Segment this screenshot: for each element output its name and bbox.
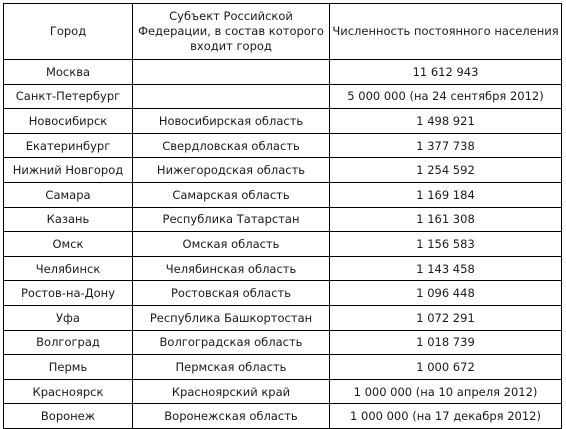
table-row — [4, 379, 562, 404]
population-cell: 1 000 672 — [330, 355, 562, 380]
table-row — [4, 330, 562, 355]
table-row — [4, 404, 562, 429]
header-region: Субъект Российской Федерации, в состав которого входит город — [133, 4, 330, 60]
region-cell: Красноярский край — [133, 379, 330, 404]
population-cell: 1 000 000 (на 10 апреля 2012) — [330, 379, 562, 404]
population-cell: 1 377 738 — [330, 133, 562, 158]
table-body — [4, 60, 562, 429]
city-cell: Санкт-Петербург — [4, 84, 133, 109]
region-cell: Республика Башкортостан — [133, 305, 330, 330]
population-cell: 1 096 448 — [330, 281, 562, 306]
region-cell: Самарская область — [133, 182, 330, 207]
region-cell: Воронежская область — [133, 404, 330, 429]
city-cell: Уфа — [4, 305, 133, 330]
city-cell: Новосибирск — [4, 109, 133, 134]
table-row — [4, 133, 562, 158]
table-row — [4, 355, 562, 380]
table-row — [4, 109, 562, 134]
region-cell: Ростовская область — [133, 281, 330, 306]
table-row — [4, 305, 562, 330]
header-population: Численность постоянного населения — [330, 4, 562, 60]
table-row — [4, 232, 562, 257]
population-cell: 1 498 921 — [330, 109, 562, 134]
header-row — [4, 4, 562, 60]
population-table — [3, 3, 562, 429]
city-cell: Челябинск — [4, 256, 133, 281]
region-cell: Новосибирская область — [133, 109, 330, 134]
population-cell: 11 612 943 — [330, 60, 562, 85]
population-cell: 1 018 739 — [330, 330, 562, 355]
population-cell: 1 156 583 — [330, 232, 562, 257]
city-cell: Пермь — [4, 355, 133, 380]
region-cell: Челябинская область — [133, 256, 330, 281]
population-cell: 1 254 592 — [330, 158, 562, 183]
city-cell: Омск — [4, 232, 133, 257]
population-cell: 1 072 291 — [330, 305, 562, 330]
region-cell — [133, 60, 330, 85]
population-cell: 1 161 308 — [330, 207, 562, 232]
table-row — [4, 158, 562, 183]
city-cell: Ростов-на-Дону — [4, 281, 133, 306]
city-cell: Казань — [4, 207, 133, 232]
population-cell: 1 143 458 — [330, 256, 562, 281]
table-row — [4, 84, 562, 109]
population-cell: 5 000 000 (на 24 сентября 2012) — [330, 84, 562, 109]
table-row — [4, 60, 562, 85]
population-cell: 1 169 184 — [330, 182, 562, 207]
table-row — [4, 281, 562, 306]
population-cell: 1 000 000 (на 17 декабря 2012) — [330, 404, 562, 429]
region-cell: Республика Татарстан — [133, 207, 330, 232]
table-row — [4, 207, 562, 232]
city-cell: Красноярск — [4, 379, 133, 404]
city-cell: Нижний Новгород — [4, 158, 133, 183]
region-cell: Нижегородская область — [133, 158, 330, 183]
table-row — [4, 182, 562, 207]
region-cell: Пермская область — [133, 355, 330, 380]
region-cell: Омская область — [133, 232, 330, 257]
city-cell: Екатеринбург — [4, 133, 133, 158]
header-city: Город — [4, 4, 133, 60]
region-cell — [133, 84, 330, 109]
region-cell: Свердловская область — [133, 133, 330, 158]
city-cell: Москва — [4, 60, 133, 85]
city-cell: Самара — [4, 182, 133, 207]
city-cell: Воронеж — [4, 404, 133, 429]
region-cell: Волгоградская область — [133, 330, 330, 355]
city-cell: Волгоград — [4, 330, 133, 355]
table-row — [4, 256, 562, 281]
